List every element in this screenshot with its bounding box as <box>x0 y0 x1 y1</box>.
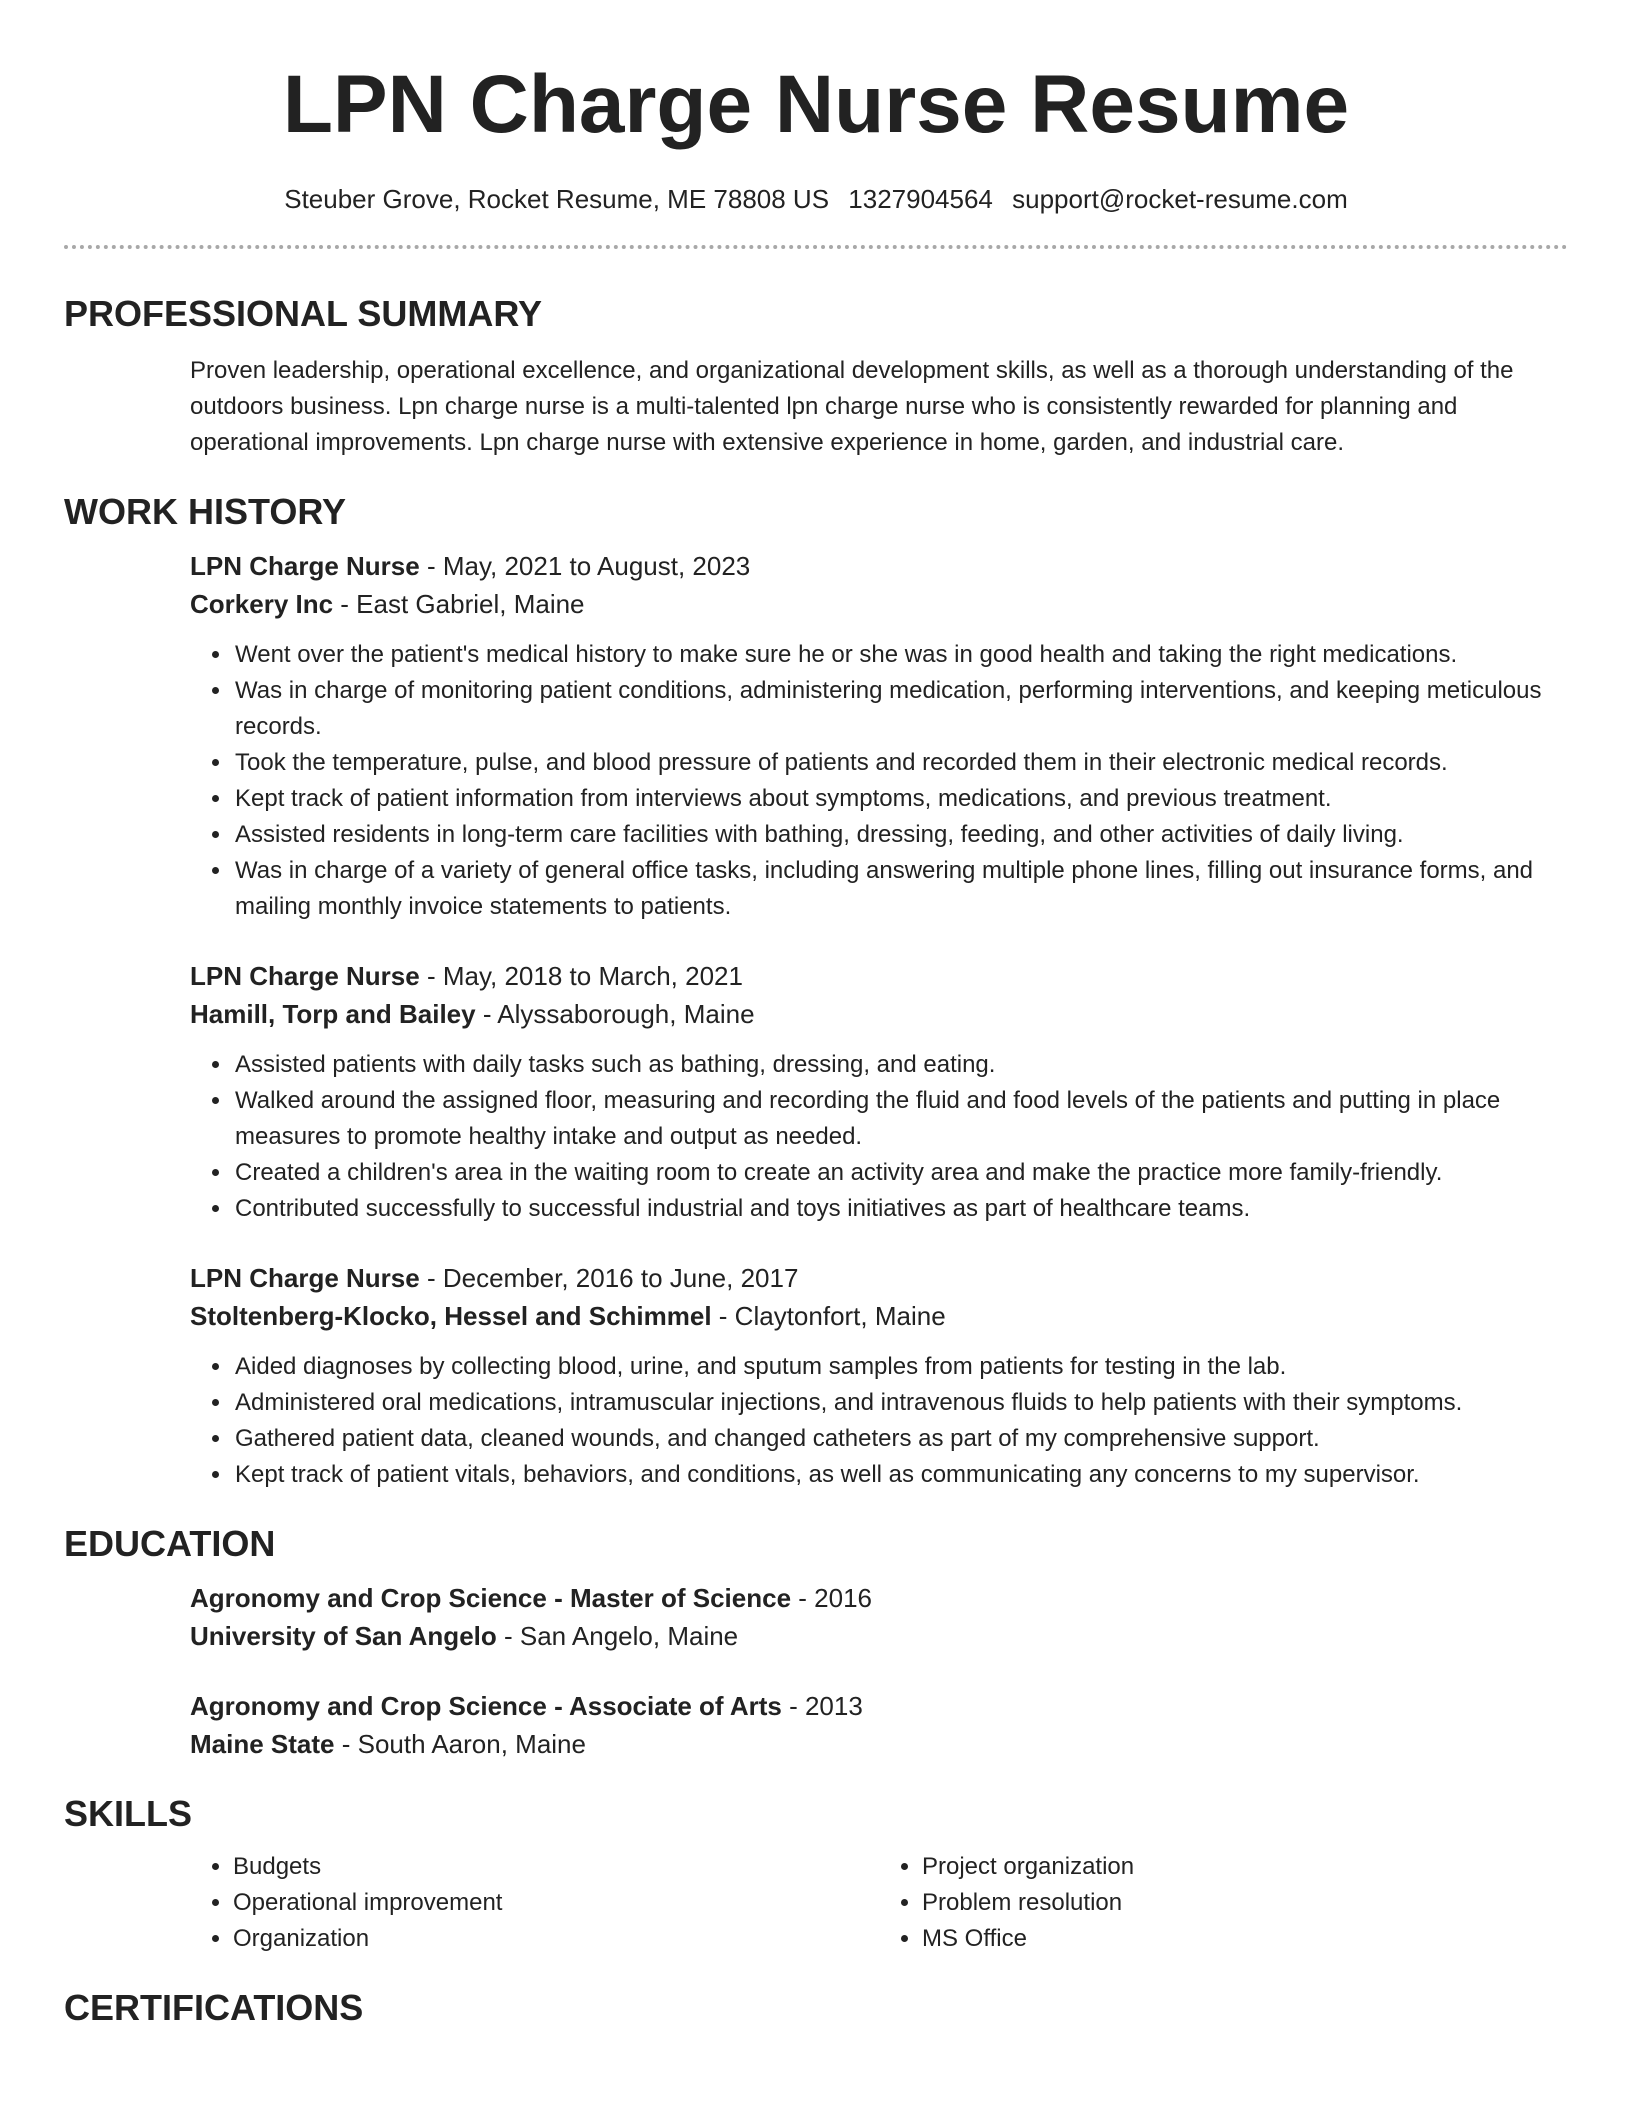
job-bullets <box>190 1349 1568 1493</box>
work-history-section <box>190 547 1568 1493</box>
job-location: - Alyssaborough, Maine <box>475 999 755 1029</box>
contact-address: Steuber Grove, Rocket Resume, ME 78808 US <box>284 184 830 214</box>
job-dates: - December, 2016 to June, 2017 <box>419 1263 799 1293</box>
skills-list-right <box>879 1849 1568 1957</box>
skill-item: • Operational improvement <box>233 1885 879 1921</box>
job-bullet: • Kept track of patient vitals, behaviors, and conditions, as well as communicating any concerns to my supervisor. <box>233 1457 1568 1493</box>
job-location: - Claytonfort, Maine <box>711 1301 946 1331</box>
job-entry <box>190 957 1568 1227</box>
education-degree: Agronomy and Crop Science - Associate of Arts <box>190 1691 782 1721</box>
education-year: - 2016 <box>791 1583 872 1613</box>
job-bullet: • Was in charge of a variety of general office tasks, including answering multiple phone lines, filling out insurance forms, and mailing monthly invoice statements to patients. <box>233 853 1568 925</box>
skills-heading: SKILLS <box>64 1793 193 1834</box>
education-school: University of San Angelo <box>190 1621 497 1651</box>
job-bullet: • Aided diagnoses by collecting blood, urine, and sputum samples from patients for testing in the lab. <box>233 1349 1568 1385</box>
skill-item: • Budgets <box>233 1849 879 1885</box>
job-company: Stoltenberg-Klocko, Hessel and Schimmel <box>190 1301 712 1331</box>
education-school-line <box>190 1617 1568 1655</box>
skills-section <box>190 1849 1568 1957</box>
education-degree-line <box>190 1579 1568 1617</box>
header-divider <box>64 245 1568 249</box>
job-title-line <box>190 547 1568 585</box>
certifications-heading: CERTIFICATIONS <box>64 1987 364 2028</box>
job-bullet: • Took the temperature, pulse, and blood pressure of patients and recorded them in their electronic medical records. <box>233 745 1568 781</box>
education-degree: Agronomy and Crop Science - Master of Science <box>190 1583 792 1613</box>
job-bullets <box>190 637 1568 925</box>
job-bullet: • Assisted patients with daily tasks such as bathing, dressing, and eating. <box>233 1047 1568 1083</box>
summary-section <box>190 353 1568 461</box>
education-entry <box>190 1687 1568 1763</box>
job-dates: - May, 2021 to August, 2023 <box>419 551 751 581</box>
job-title-line <box>190 957 1568 995</box>
job-title: LPN Charge Nurse <box>190 961 420 991</box>
job-bullet: • Gathered patient data, cleaned wounds, and changed catheters as part of my comprehensive support. <box>233 1421 1568 1457</box>
job-company-line <box>190 1297 1568 1335</box>
job-location: - East Gabriel, Maine <box>333 589 585 619</box>
education-year: - 2013 <box>781 1691 863 1721</box>
job-title-line <box>190 1259 1568 1297</box>
summary-text: Proven leadership, operational excellence, and organizational development skills, as well as a thorough understanding of the outdoors business. Lpn charge nurse is a multi-talented lpn charge nurse who is consistently rewarded for planning and operational improvements. Lpn charge nurse with extensive experience in home, garden, and industrial care. <box>190 357 1514 456</box>
contact-line <box>64 184 1568 215</box>
education-section <box>190 1579 1568 1763</box>
skill-item: • Problem resolution <box>922 1885 1568 1921</box>
job-bullets <box>190 1047 1568 1227</box>
job-company-line <box>190 995 1568 1033</box>
job-bullet: • Assisted residents in long-term care facilities with bathing, dressing, feeding, and other activities of daily living. <box>233 817 1568 853</box>
job-entry <box>190 547 1568 925</box>
job-company-line <box>190 585 1568 623</box>
skills-list-left <box>190 1849 879 1957</box>
job-bullet: • Was in charge of monitoring patient conditions, administering medication, performing interventions, and keeping meticulous records. <box>233 673 1568 745</box>
skill-item: • Organization <box>233 1921 879 1957</box>
education-degree-line <box>190 1687 1568 1725</box>
summary-heading: PROFESSIONAL SUMMARY <box>64 293 543 334</box>
skill-item: • MS Office <box>922 1921 1568 1957</box>
contact-email: support@rocket-resume.com <box>1012 184 1348 214</box>
job-bullet: • Kept track of patient information from interviews about symptoms, medications, and previous treatment. <box>233 781 1568 817</box>
job-entry <box>190 1259 1568 1493</box>
job-title: LPN Charge Nurse <box>190 1263 420 1293</box>
job-company: Corkery Inc <box>190 589 334 619</box>
job-dates: - May, 2018 to March, 2021 <box>419 961 743 991</box>
job-bullet: • Contributed successfully to successful industrial and toys initiatives as part of healthcare teams. <box>233 1191 1568 1227</box>
job-company: Hamill, Torp and Bailey <box>190 999 476 1029</box>
job-bullet: • Went over the patient's medical history to make sure he or she was in good health and taking the right medications. <box>233 637 1568 673</box>
education-school: Maine State <box>190 1729 335 1759</box>
skill-item: • Project organization <box>922 1849 1568 1885</box>
job-bullet: • Walked around the assigned floor, measuring and recording the fluid and food levels of the patients and putting in place measures to promote healthy intake and output as needed. <box>233 1083 1568 1155</box>
resume-title: LPN Charge Nurse Resume <box>282 59 1350 150</box>
education-entry <box>190 1579 1568 1655</box>
education-school-line <box>190 1725 1568 1763</box>
job-bullet: • Created a children's area in the waiting room to create an activity area and make the practice more family-friendly. <box>233 1155 1568 1191</box>
work-history-heading: WORK HISTORY <box>64 491 347 532</box>
contact-phone: 1327904564 <box>848 184 993 214</box>
job-bullet: • Administered oral medications, intramuscular injections, and intravenous fluids to help patients with their symptoms. <box>233 1385 1568 1421</box>
education-location: - San Angelo, Maine <box>496 1621 739 1651</box>
education-location: - South Aaron, Maine <box>334 1729 586 1759</box>
education-heading: EDUCATION <box>64 1523 276 1564</box>
job-title: LPN Charge Nurse <box>190 551 420 581</box>
